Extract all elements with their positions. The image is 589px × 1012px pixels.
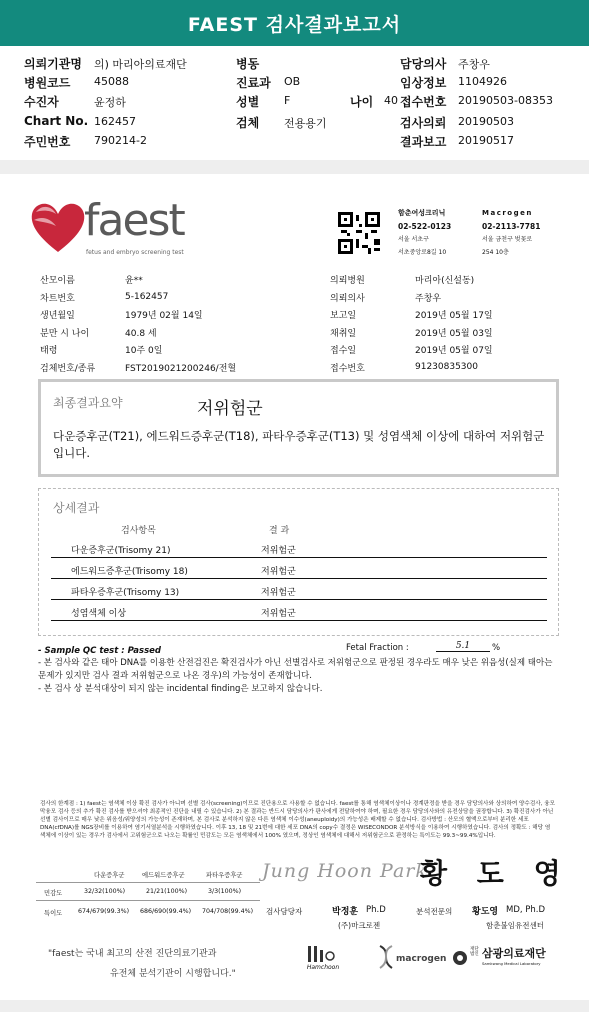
age-value: 40 (384, 94, 398, 107)
accuracy-header: 다운증후군 (94, 872, 125, 879)
summary-box (38, 379, 559, 477)
info-label: 접수일 (330, 346, 357, 357)
accuracy-cell: 민감도 (44, 890, 63, 897)
info-value: 10주 0일 (125, 346, 163, 357)
info-value: 마리아(신설동) (415, 276, 475, 287)
patient-info-left (40, 271, 305, 376)
details-col-item: 검사항목 (121, 526, 156, 536)
clinic-contact (398, 207, 451, 259)
detail-item: 파타우증후군(Trisomy 13) (71, 588, 180, 598)
header-label: 주민번호 (24, 135, 71, 149)
table-row (51, 600, 547, 621)
accuracy-cell: 686/690(99.4%) (140, 908, 192, 915)
patient-info-right (330, 271, 565, 376)
fetal-fraction-unit: % (492, 643, 501, 653)
header-label: 검사의뢰 (400, 116, 447, 130)
header-value: OB (284, 75, 301, 88)
info-value: 2019년 05월 03일 (415, 328, 493, 339)
header-value: 1104926 (458, 75, 507, 88)
header-value: F (284, 94, 291, 107)
samkwang-title: 삼광의료재단 (482, 947, 546, 960)
dna-icon (376, 944, 396, 970)
logo-tagline: fetus and embryo screening test (86, 249, 184, 256)
info-label: 차트번호 (40, 293, 75, 304)
signature-name-2: 황도영 (472, 907, 499, 917)
table-divider (36, 882, 260, 883)
lab-address: 254 10층 (482, 249, 509, 256)
accuracy-header: 파타우증후군 (206, 872, 243, 879)
accuracy-cell: 특이도 (44, 910, 63, 917)
clinic-address: 서초중앙로8길 10 (398, 249, 447, 256)
header-label: 병동 (236, 57, 260, 71)
info-value: 주창우 (415, 293, 442, 304)
samkwang-subtitle: Samkwang Medical Laboratory (482, 961, 541, 966)
lab-address: 서울 금천구 벚꽃로 (482, 236, 533, 243)
info-value: 91230835300 (415, 362, 478, 373)
accuracy-header: 에드워드증후군 (142, 872, 185, 879)
macrogen-logo (376, 944, 447, 974)
header-value: 20190503 (458, 115, 514, 128)
info-label: 검체번호/종류 (40, 363, 96, 374)
info-value: 윤** (125, 276, 143, 287)
header-label: 결과보고 (400, 135, 447, 149)
footer-quote-1: "faest는 국내 최고의 산전 진단의료기관과 (48, 949, 217, 959)
signature-role-2: 분석전문의 (416, 907, 453, 916)
signature-script-2: 황 도 영 (420, 857, 571, 890)
detail-item: 에드워드증후군(Trisomy 18) (71, 567, 188, 577)
samkwang-logo (452, 944, 556, 974)
samkwang-emblem-icon (452, 950, 468, 966)
accuracy-cell: 3/3(100%) (208, 888, 242, 895)
summary-text: 다운증후군(T21), 에드워드증후군(T18), 파타우증후군(T13) 및 성염색체 이상에 대하여 저위험군입니다. (53, 429, 545, 460)
info-label: 채취일 (330, 328, 357, 339)
header-value: 의) 마리아의료재단 (94, 58, 187, 71)
header-value: 45088 (94, 75, 129, 88)
table-row (51, 579, 547, 600)
section-separator (0, 160, 589, 174)
details-col-result: 결 과 (269, 526, 290, 536)
info-value: FST2019021200246/전혈 (125, 363, 237, 374)
fetal-fraction-label: Fetal Fraction : (346, 643, 409, 653)
signature-degree-2: MD, Ph.D (506, 905, 546, 915)
info-value: 2019년 05월 07일 (415, 346, 493, 357)
info-label: 보고일 (330, 311, 357, 322)
detail-result: 저위험군 (261, 609, 296, 619)
header-label: 성별 (236, 95, 260, 109)
age-label: 나이 (350, 95, 374, 109)
qc-note-2: - 본 검사 상 분석대상이 되지 않는 incidental finding은 보고하지 않습니다. (38, 684, 323, 694)
heart-icon (28, 198, 88, 256)
clinic-phone: 02-522-0123 (398, 222, 452, 231)
lab-phone: 02-2113-7781 (482, 222, 541, 231)
header-label: Chart No. (24, 114, 89, 128)
report-title-bar (0, 0, 589, 46)
header-value: 전용용기 (284, 117, 327, 130)
samkwang-tag: 재단법인 (470, 947, 479, 957)
hamchoon-mark-icon (298, 944, 348, 964)
info-label: 태령 (40, 346, 58, 357)
header-value: 20190517 (458, 134, 514, 147)
qc-note-1: - 본 검사와 같은 태아 DNA를 이용한 산전검진은 확진검사가 아닌 선별검사로 저위험군으로 판정된 경우라도 매우 낮은 위음성(실제 태아는 문제가 있지만 검사 결과 저위험군으로 나온 경우)의 가능성이 존재합니다. (38, 658, 553, 681)
hamchoon-logo (298, 944, 348, 974)
info-value: 1979년 02월 14일 (125, 311, 203, 322)
info-label: 분만 시 나이 (40, 328, 90, 339)
accuracy-cell: 32/32(100%) (84, 888, 126, 895)
table-divider (36, 900, 260, 901)
summary-result: 저위험군 (197, 399, 263, 419)
table-row (51, 558, 547, 579)
header-value: 790214-2 (94, 134, 147, 147)
lab-name: Macrogen (482, 209, 533, 217)
header-label: 담당의사 (400, 57, 447, 71)
info-label: 의뢰병원 (330, 276, 365, 287)
info-value: 2019년 05월 17일 (415, 311, 493, 322)
limitations-text: 검사의 한계점 : 1) faest는 염색체 이상 확진 검사가 아니며 선별 검사(screening)이므로 진단용으로 사용할 수 없습니다. faest를 통해 염색체이상이나 경계판정을 받을 경우 담당의사와 상의하여 양수검사, 융모막융모 검사 등의 추가 확진 검사를 받으셔야 최종적인 진단을 내릴 수 있습니다. 2) 본 결과는 반드시 담당의사가 판사에게 전달하여야 하며, 필요한 경우 담당의사와의 유전상담을 권장합니다. 3) 확진검사가 아닌 선별 검사이므로 매우 낮은 위음성/위양성의 가능성이 존재하며, 본 검사로 분석하지 않은 다른 염색체 이수성(aneuploidy)의 가능성은 배제할 수 없습니다. 검사방법 : 산모의 혈액으로부터 분리한 세포 DNA(cfDNA)를 NGS장비를 이용하여 염기서열분석을 시행하였습니다. 이후 13, 18 및 21번에 대한 세포 DNA의 copy수 결정은 WISECONDOR 분석방식을 이용하여 시행하였습니다. 검사의 정확도 : 해당 염색체에 이상이 있는 경우가 검사에서 고위험군으로 나오는 확률인 민감도는 모든 염색체에서 100% 였으며, 정상인 염색체에 대해서 저위험군으로 판정하는 특이도는 99.3~99.4%입니다. (40, 801, 556, 839)
info-label: 의뢰의사 (330, 293, 365, 304)
header-info (24, 55, 584, 155)
lab-contact (482, 207, 540, 259)
info-value: 5-162457 (125, 292, 169, 303)
header-label: 검체 (236, 116, 260, 130)
hamchoon-wordmark: Hamchoon (306, 964, 340, 971)
header-value: 주창우 (458, 58, 490, 71)
signature-org-1: (주)마크로젠 (338, 921, 381, 930)
info-label: 산모이름 (40, 276, 75, 287)
clinic-name: 함춘여성크리닉 (398, 209, 446, 217)
accuracy-cell: 704/708(99.4%) (202, 908, 254, 915)
logo-wordmark: faest (84, 195, 184, 246)
signature-name-1: 박정훈 (332, 907, 359, 917)
report-title: FAEST 검사결과보고서 (187, 13, 402, 36)
accuracy-table (36, 862, 260, 922)
signature-role-1: 검사담당자 (266, 907, 303, 916)
footer-quote-2: 유전체 분석기관이 시행합니다." (110, 969, 236, 979)
table-row (51, 537, 547, 558)
signature-org-2: 함춘불임유전센터 (486, 921, 544, 930)
info-label: 생년월일 (40, 311, 75, 322)
header-label: 수진자 (24, 95, 59, 109)
detail-result: 저위험군 (261, 546, 296, 556)
detail-result: 저위험군 (261, 588, 296, 598)
clinic-address: 서울 서초구 (398, 236, 429, 243)
signature-degree-1: Ph.D (366, 905, 386, 915)
details-box (38, 488, 559, 636)
header-label: 병원코드 (24, 76, 71, 90)
header-value: 20190503-08353 (458, 94, 553, 107)
detail-item: 성염색체 이상 (71, 609, 127, 619)
header-value: 윤정하 (94, 96, 126, 109)
header-label: 진료과 (236, 76, 271, 90)
header-label: 의뢰기관명 (24, 57, 82, 71)
detail-item: 다운증후군(Trisomy 21) (71, 546, 171, 556)
details-heading: 상세결과 (53, 501, 100, 515)
macrogen-wordmark: macrogen (396, 954, 447, 964)
summary-heading: 최종결과요약 (53, 396, 123, 410)
header-label: 임상정보 (400, 76, 447, 90)
header-label: 접수번호 (400, 95, 447, 109)
info-value: 40.8 세 (125, 328, 157, 339)
bottom-strip (0, 1000, 589, 1012)
accuracy-cell: 21/21(100%) (146, 888, 188, 895)
qc-status: - Sample QC test : Passed (38, 646, 162, 656)
header-value: 162457 (94, 115, 136, 128)
info-label: 접수번호 (330, 363, 365, 374)
qr-code (338, 212, 380, 254)
fetal-fraction-value: 5.1 (436, 641, 490, 652)
faest-logo (28, 195, 188, 262)
detail-result: 저위험군 (261, 567, 296, 577)
accuracy-cell: 674/679(99.3%) (78, 908, 130, 915)
signature-script-1: Jung Hoon Park (262, 860, 428, 882)
